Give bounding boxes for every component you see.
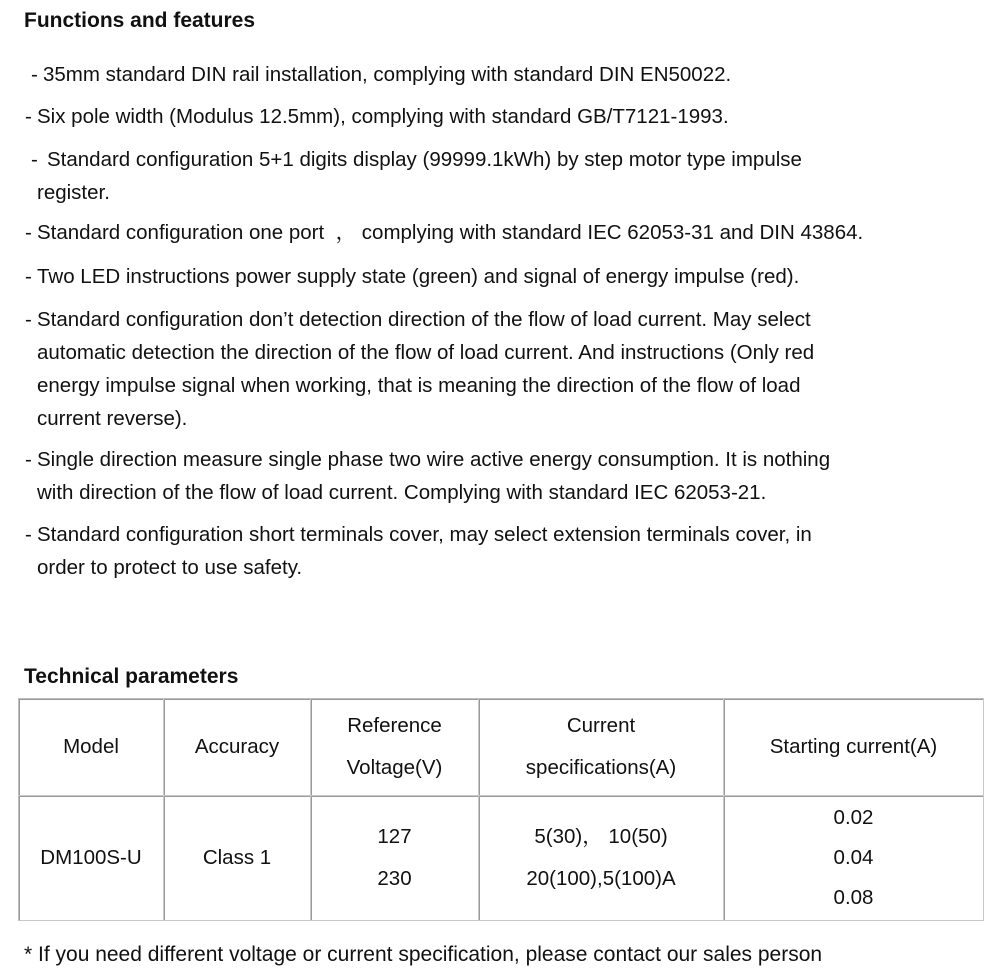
feature-text: automatic detection the direction of the flow of load current. And instructions (Only red [37,341,815,364]
current-value: 5(30)， 10(50) [534,825,668,848]
cell-current [479,796,724,921]
header-current-line: Current [566,714,636,737]
feature-item [25,260,799,293]
header-accuracy: Accuracy [164,698,311,796]
feature-text: Standard configuration don’t detection direction of the flow of load current. May select [37,308,811,331]
cell-starting-current [724,796,984,921]
starting-current-value: 0.04 [833,846,874,869]
voltage-value: 127 [377,825,412,848]
bullet-dash: - [31,63,38,86]
feature-text: 35mm standard DIN rail installation, complying with standard DIN EN50022. [43,63,732,86]
bullet-dash: - [25,523,32,546]
bullet-dash: - [25,265,32,288]
feature-text: Standard configuration 5+1 digits display (99999.1kWh) by step motor type impulse [47,148,802,171]
header-reference-voltage [311,698,479,796]
current-value: 20(100),5(100)A [526,867,676,890]
cell-model: DM100S-U [18,796,164,921]
feature-item [25,216,863,249]
bullet-dash: - [25,448,32,471]
starting-current-value: 0.02 [833,806,874,829]
feature-item [25,100,729,133]
starting-current-value: 0.08 [833,886,874,909]
voltage-value: 230 [377,867,412,890]
feature-item [25,443,830,509]
feature-text: register. [37,181,110,204]
header-voltage-line: Voltage(V) [346,756,443,779]
feature-item [25,303,814,435]
feature-text: energy impulse signal when working, that is meaning the direction of the flow of load [37,374,801,397]
table-header-row [18,698,984,796]
header-voltage-line: Reference [347,714,442,737]
feature-text: current reverse). [37,407,188,430]
feature-text: Standard configuration one port ， complying with standard IEC 62053-31 and DIN 43864. [37,221,864,244]
technical-parameters-table [18,698,984,921]
feature-item [31,143,802,209]
bullet-dash: - [25,308,32,331]
cell-voltage [311,796,479,921]
technical-heading: Technical parameters [24,665,239,688]
bullet-dash: - [31,148,38,171]
table-row [18,796,984,921]
feature-text: Two LED instructions power supply state (green) and signal of energy impulse (red). [37,265,800,288]
cell-accuracy: Class 1 [164,796,311,921]
feature-text: Standard configuration short terminals cover, may select extension terminals cover, in [37,523,812,546]
header-starting-current: Starting current(A) [724,698,984,796]
bullet-dash: - [25,105,32,128]
header-current-specifications [479,698,724,796]
header-current-line: specifications(A) [525,756,677,779]
feature-item [25,518,812,584]
feature-text: Single direction measure single phase two wire active energy consumption. It is nothing [37,448,831,471]
feature-text: Six pole width (Modulus 12.5mm), complying with standard GB/T7121-1993. [37,105,729,128]
feature-item [31,58,731,91]
functions-heading: Functions and features [24,9,256,32]
bullet-dash: - [25,221,32,244]
feature-text: with direction of the flow of load current. Complying with standard IEC 62053-21. [37,481,767,504]
feature-text: order to protect to use safety. [37,556,303,579]
header-model: Model [18,698,164,796]
footnote: * If you need different voltage or current specification, please contact our sales person [24,943,823,966]
